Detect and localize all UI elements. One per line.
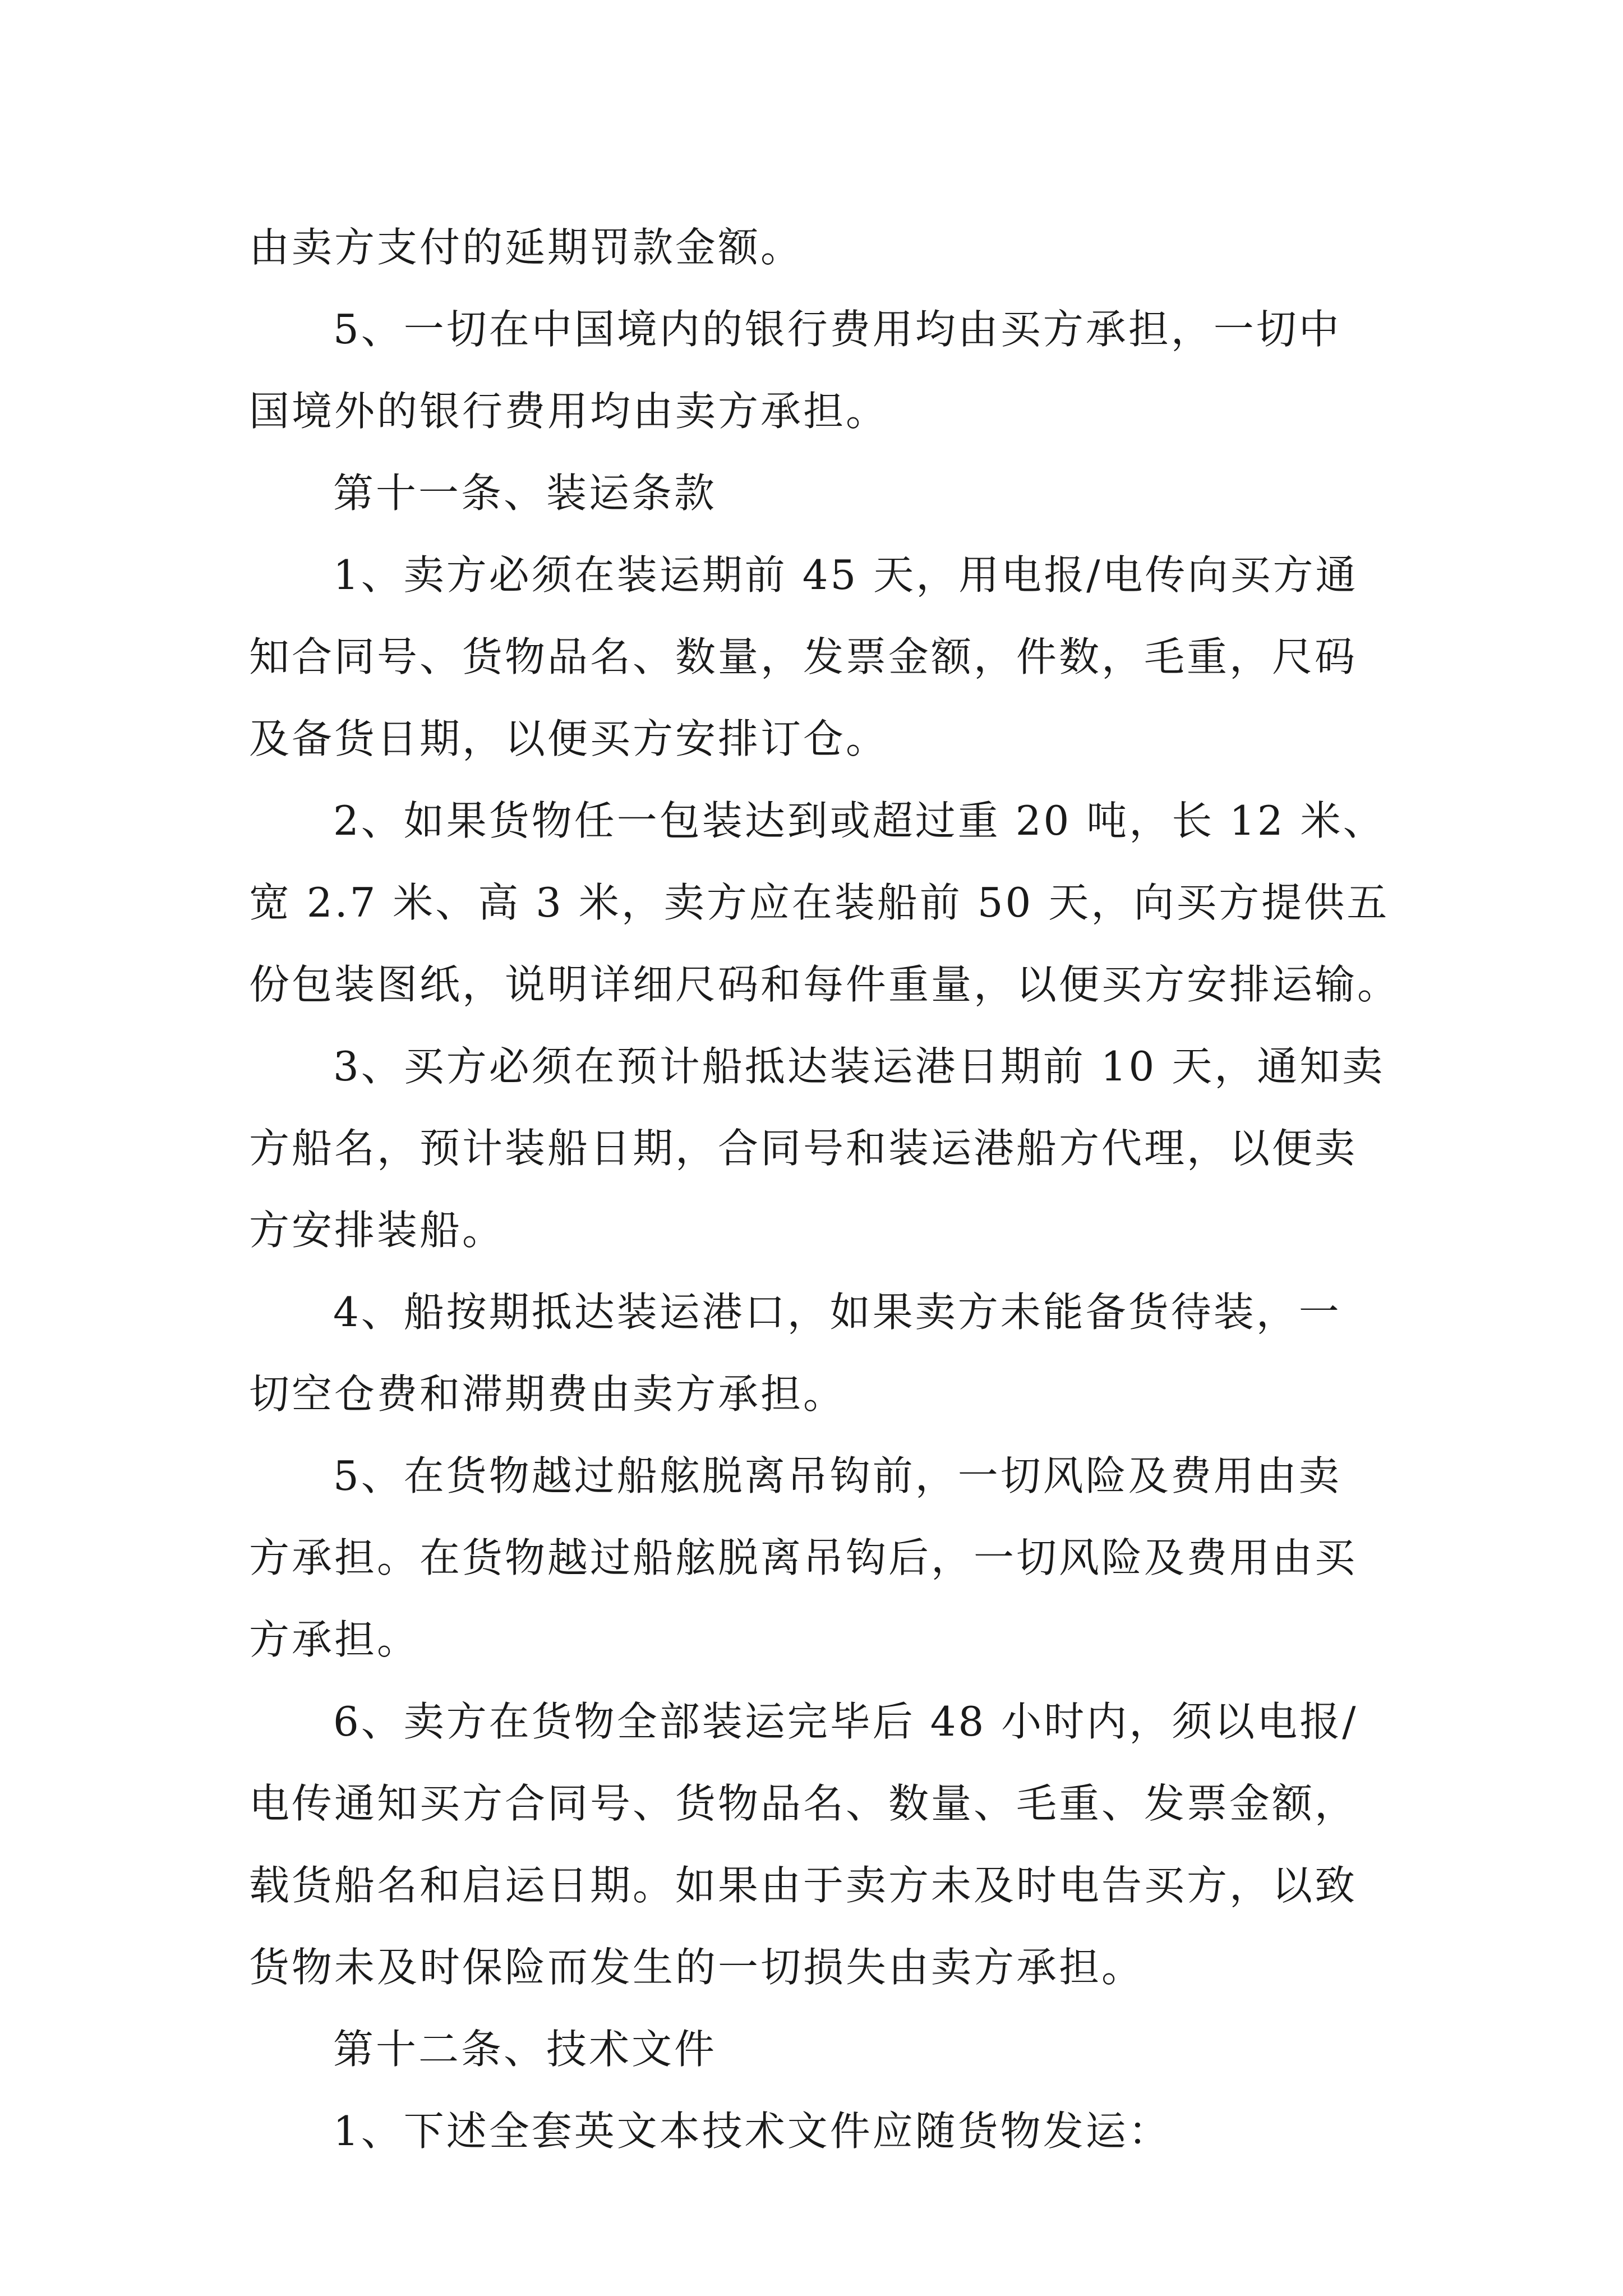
text-line: 方承担。: [249, 1616, 420, 1663]
text-line: 5、一切在中国境内的银行费用均由买方承担，一切中: [333, 306, 1341, 353]
text-line: 份包装图纸，说明详细尺码和每件重量，以便买方安排运输。: [249, 961, 1400, 1008]
text-line: 切空仓费和滞期费由卖方承担。: [249, 1370, 846, 1418]
text-line: 3、买方必须在预计船抵达装运港日期前 10 天，通知卖: [333, 1043, 1385, 1090]
contract-text: [249, 206, 1400, 2172]
text-line: 及备货日期，以便买方安排订仓。: [249, 715, 889, 762]
text-line: 4、船按期抵达装运港口，如果卖方未能备货待装，一: [333, 1289, 1341, 1336]
text-line: 6、卖方在货物全部装运完毕后 48 小时内，须以电报/: [333, 1698, 1358, 1745]
text-line: 由卖方支付的延期罚款金额。: [249, 224, 804, 271]
text-line: 电传通知买方合同号、货物品名、数量、毛重、发票金额，: [249, 1780, 1358, 1827]
text-line: 国境外的银行费用均由卖方承担。: [249, 388, 889, 435]
text-line: 载货船名和启运日期。如果由于卖方未及时电告买方，以致: [249, 1862, 1358, 1909]
text-line: 货物未及时保险而发生的一切损失由卖方承担。: [249, 1944, 1145, 1991]
text-line: 方承担。在货物越过船舷脱离吊钩后，一切风险及费用由买: [249, 1534, 1358, 1581]
section-heading: 第十一条、装运条款: [333, 470, 717, 517]
text-line: 宽 2.7 米、高 3 米，卖方应在装船前 50 天，向买方提供五: [249, 879, 1390, 926]
text-line: 2、如果货物任一包装达到或超过重 20 吨，长 12 米、: [333, 797, 1386, 844]
text-line: 方安排装船。: [249, 1207, 505, 1254]
section-heading: 第十二条、技术文件: [333, 2026, 717, 2073]
text-line: 1、下述全套英文本技术文件应随货物发运：: [333, 2108, 1171, 2155]
text-line: 知合同号、货物品名、数量，发票金额，件数，毛重，尺码: [249, 633, 1358, 680]
text-line: 方船名，预计装船日期，合同号和装运港船方代理，以便卖: [249, 1125, 1358, 1172]
text-line: 1、卖方必须在装运期前 45 天，用电报/电传向买方通: [333, 551, 1358, 599]
text-line: 5、在货物越过船舷脱离吊钩前，一切风险及费用由卖: [333, 1452, 1341, 1499]
